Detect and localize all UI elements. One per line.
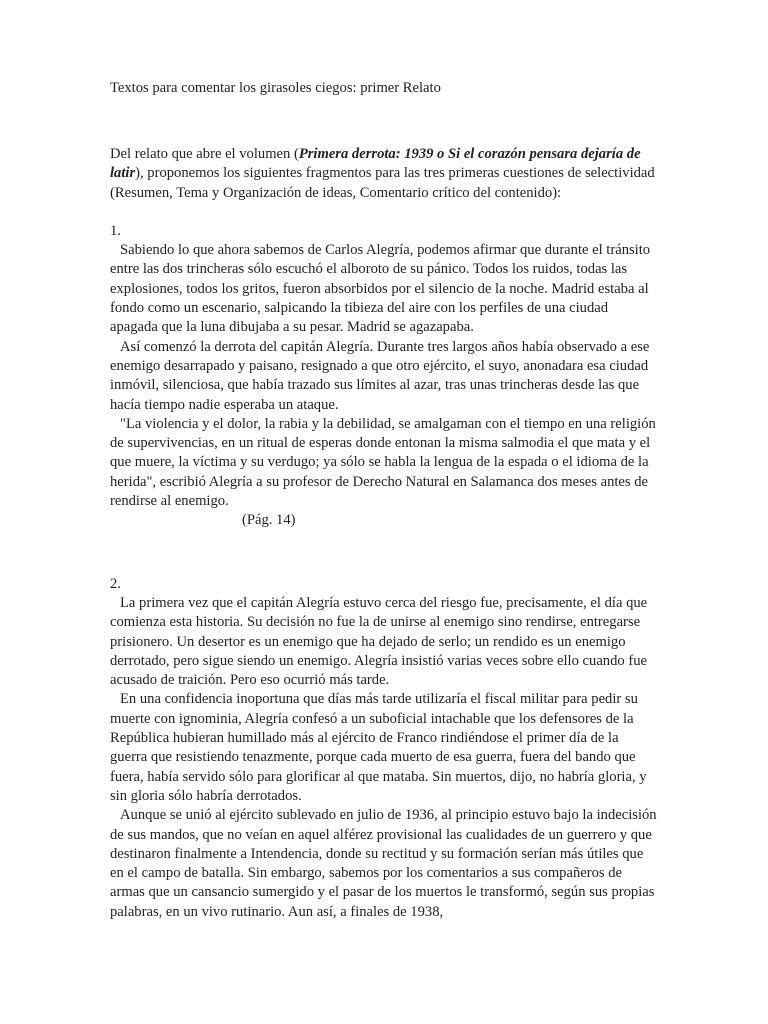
- fragment-1-paragraph: Sabiendo lo que ahora sabemos de Carlos Alegría, podemos afirmar que durante el tránsito entre las dos trincheras sólo escuchó el alboroto de su pánico. Todos los ruidos, todas las explosiones, todos los gritos, fueron absorbidos por el silencio de la noche. Madrid estaba al fondo como un escenario, salpicando la tibieza del aire con los perfiles de una ciudad apagada que la luna dibujaba a su pesar. Madrid se agazapaba.: [110, 242, 651, 336]
- intro-text-after: ), proponemos los siguientes fragmentos para las tres primeras cuestiones de selectividad (Resumen, Tema y Organización de ideas, Comentario crítico del contenido):: [110, 165, 655, 201]
- fragment-2-number: 2.: [110, 575, 121, 592]
- fragment-2-paragraph: Aunque se unió al ejército sublevado en julio de 1936, al principio estuvo bajo la indecisión de sus mandos, que no veían en aquel alférez provisional las cualidades de un guerrero y que destinaron finalmente a Intendencia, donde su rectitud y su formación serían más útiles que en el campo de batalla. Sin embargo, sabemos por los comentarios a sus compañeros de armas que un cansancio sumergido y el pasar de los muertos le transformó, según sus propias palabras, en un vivo rutinario. Aun así, a finales de 1938,: [110, 807, 657, 920]
- book-title: Primera derrota: 1939 o Si el corazón pensara dejaría de latir: [110, 146, 641, 182]
- intro-text-before: Del relato que abre el volumen (: [110, 146, 299, 162]
- fragment-1-number: 1.: [110, 222, 121, 239]
- fragment-1-paragraph: Así comenzó la derrota del capitán Alegría. Durante tres largos años había observado a ese enemigo desarrapado y paisano, resignado a que otro ejército, el suyo, anonadara esa ciudad inmóvil, silenciosa, que había trazado sus límites al azar, tras unas trincheras desde las que hacía tiempo nadie esperaba un ataque.: [110, 338, 650, 413]
- fragment-2-paragraph: La primera vez que el capitán Alegría estuvo cerca del riesgo fue, precisamente, el día que comienza esta historia. Su decisión no fue la de unirse al enemigo sino rendirse, entregarse prisionero. Un desertor es un enemigo que ha dejado de serlo; un rendido es un enemigo derrotado, pero sigue siendo un enemigo. Alegría insistió varias veces sobre ello cuando fue acusado de traición. Pero eso ocurrió más tarde.: [110, 594, 648, 689]
- intro-paragraph: [110, 145, 658, 203]
- page-reference: (Pág. 14): [242, 512, 296, 529]
- fragment-2-paragraph: En una confidencia inoportuna que días más tarde utilizaría el fiscal militar para pedir su muerte con ignominia, Alegría confesó a un suboficial intachable que los defensores de la República hubieran humillado más al ejército de Franco rindiéndose el primer día de la guerra que resistiendo tenazmente, porque cada muerto de esa guerra, fuera del bando que fuera, había servido sólo para glorificar al que mataba. Sin muertos, dijo, no habría gloria, y sin gloria sólo habría derrotados.: [110, 691, 647, 804]
- fragment-1-paragraph: "La violencia y el dolor, la rabia y la debilidad, se amalgaman con el tiempo en una religión de supervivencias, en un ritual de esperas donde entonan la misma salmodia el que mata y el que muere, la víctima y su verdugo; ya sólo se habla la lengua de la espada o el idioma de la herida", escribió Alegría a su profesor de Derecho Natural en Salamanca dos meses antes de rendirse al enemigo.: [110, 415, 656, 510]
- document-page: [110, 78, 658, 922]
- document-title: Textos para comentar los girasoles ciegos: primer Relato: [110, 80, 441, 96]
